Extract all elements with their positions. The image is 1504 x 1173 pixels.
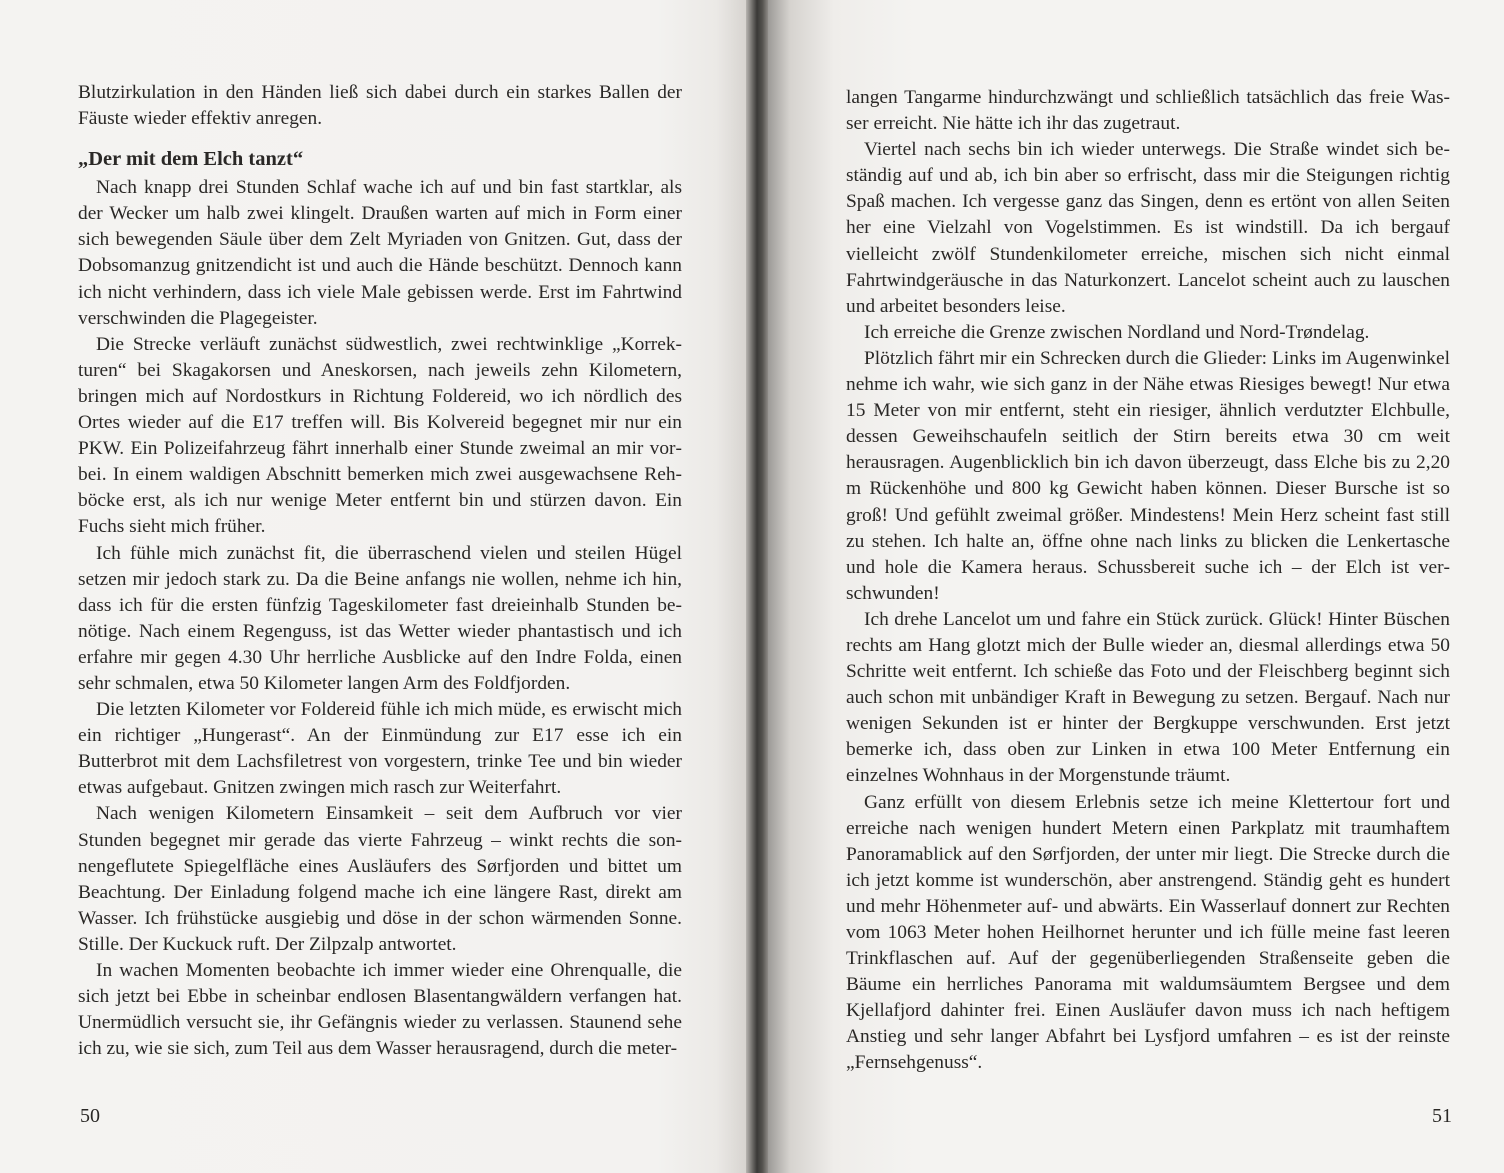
- page-number-right: 51: [1432, 1105, 1452, 1127]
- paragraph: Plötzlich fährt mir ein Schrecken durch die Glieder: Links im Augenwinkel nehme ich wahr, wie sich ganz in der Nähe etwas Riesiges bewegt! Nur etwa 15 Meter von mir entfernt, steht ein riesiger, ähnlich verdutzter Elchbulle, dessen Geweihschaufeln seitlich der Stirn bereits etwa 30 cm weit herausragen. Augenblicklich bin ich davon überzeugt, dass Elche bis zu 2,20 m Rückenhöhe und 800 kg Gewicht haben können. Dieser Bursche ist so groß! Und gefühlt zweimal größer. Mindestens! Mein Herz scheint fast still zu stehen. Ich halte an, öffne ohne nach links zu blicken die Lenkertasche und hole die Kamera heraus. Schussbereit suche ich – der Elch ist verschwunden!: [846, 347, 1450, 604]
- paragraph: langen Tangarme hindurchzwängt und schließlich tatsächlich das freie Wasser erreicht. Nie hätte ich ihr das zugetraut.: [846, 87, 1450, 135]
- paragraph: Ich drehe Lancelot um und fahre ein Stück zurück. Glück! Hinter Büschen rechts am Hang glotzt mich der Bulle wieder an, diesmal allerdings etwa 50 Schritte weit entfernt. Ich schieße das Foto und der Fleischberg beginnt sich auch schon mit unbändiger Kraft in Bewegung zu setzen. Bergauf. Nach nur wenigen Sekunden ist er hinter der Bergkuppe verschwunden. Erst jetzt bemerke ich, dass oben zur Linken in etwa 100 Meter Entfernung ein einzelnes Wohnhaus in der Morgenstunde träumt.: [846, 608, 1450, 787]
- left-page: [0, 0, 746, 1173]
- left-page-text: [78, 80, 682, 1062]
- page-number-left: 50: [80, 1105, 100, 1127]
- paragraph: Nach wenigen Kilometern Einsamkeit – seit dem Aufbruch vor vier Stunden begegnet mir gerade das vierte Fahrzeug – winkt rechts die sonnengeflutete Spiegelfläche eines Ausläufers des Sørfjorden und bittet um Beachtung. Der Einladung folgend mache ich eine längere Rast, direkt am Wasser. Ich frühstücke ausgiebig und döse in der schon wärmenden Sonne. Stille. Der Kuckuck ruft. Der Zilpzalp antwortet.: [78, 803, 682, 955]
- paragraph: In wachen Momenten beobachte ich immer wieder eine Ohrenqualle, die sich jetzt bei Ebbe in scheinbar endlosen Blasentangwäldern verfangen hat. Unermüdlich versucht sie, ihr Gefängnis wieder zu verlassen. Staunend sehe ich zu, wie sie sich, zum Teil aus dem Wasser herausragend, durch die meter-: [78, 960, 682, 1060]
- paragraph: Die letzten Kilometer vor Foldereid fühle ich mich müde, es erwischt mich ein richtiger „Hungerast“. An der Einmündung zur E17 esse ich ein Butterbrot mit dem Lachsfiletrest von vorgestern, trinke Tee und bin wieder etwas aufgebaut. Gnitzen zwingen mich rasch zur Weiterfahrt.: [78, 699, 682, 799]
- book-gutter: [746, 0, 768, 1173]
- paragraph: Nach knapp drei Stunden Schlaf wache ich auf und bin fast startklar, als der Wecker um halb zwei klingelt. Draußen warten auf mich in Form einer sich bewegenden Säule über dem Zelt Myriaden von Gnitzen. Gut, dass der Dobsomanzug gnitzendicht ist und auch die Hände beschützt. Dennoch kann ich nicht verhindern, dass ich viele Male gebissen werde. Erst im Fahrtwind verschwinden die Plagegeister.: [78, 177, 682, 329]
- section-heading: „Der mit dem Elch tanzt“: [78, 148, 304, 171]
- right-page-text: [846, 85, 1450, 1077]
- paragraph: Ganz erfüllt von diesem Erlebnis setze ich meine Klettertour fort und erreiche nach wenigen hundert Metern einen Parkplatz mit traumhaftem Panoramablick auf den Sørfjorden, der unter mir liegt. Die Strecke durch die ich jetzt komme ist wunderschön, aber anstrengend. Ständig geht es hundert und mehr Höhenmeter auf- und abwärts. Ein Wasserlauf donnert zur Rechten vom 1063 Meter hohen Heilhornet herunter und ich fülle meine fast leeren Trinkflaschen auf. Auf der gegenüberliegenden Straßenseite geben die Bäume ein herrliches Panorama mit waldumsäumtem Bergsee und dem Kjellafjord dahinter frei. Einen Ausläufer davon muss ich nach heftigem Anstieg und sehr langer Abfahrt bei Lysfjord umfahren – es ist der reinste „Fernsehgenuss“.: [846, 791, 1450, 1074]
- paragraph: Blutzirkulation in den Händen ließ sich dabei durch ein starkes Ballen der Fäuste wieder effektiv anregen.: [78, 82, 682, 130]
- paragraph: Ich erreiche die Grenze zwischen Nordland und Nord-Trøndelag.: [864, 321, 1370, 343]
- paragraph: Viertel nach sechs bin ich wieder unterwegs. Die Straße windet sich beständig auf und ab, ich bin aber so erfrischt, dass mir die Steigungen richtig Spaß machen. Ich vergesse ganz das Singen, denn es ertönt von allen Seiten her eine Vielzahl von Vogelstimmen. Es ist windstill. Da ich bergauf vielleicht zwölf Stundenkilometer erreiche, mischen sich nicht einmal Fahrtwindgeräusche in das Naturkonzert. Lancelot scheint auch zu lauschen und arbeitet besonders leise.: [846, 139, 1450, 317]
- paragraph: Die Strecke verläuft zunächst südwestlich, zwei rechtwinklige „Korrekturen“ bei Skagakorsen und Aneskorsen, nach jeweils zehn Kilometern, bringen mich auf Nordostkurs in Richtung Foldereid, wo ich nördlich des Ortes wieder auf die E17 treffen will. Bis Kolvereid begegnet mir nur ein PKW. Ein Polizeifahrzeug fährt innerhalb einer Stunde zweimal an mir vorbei. In einem waldigen Abschnitt bemerken mich zwei ausgewachsene Rehböcke erst, als ich nur wenige Meter entfernt bin und stürzen davon. Ein Fuchs sieht mich früher.: [78, 333, 682, 538]
- paragraph: Ich fühle mich zunächst fit, die überraschend vielen und steilen Hügel setzen mir jedoch stark zu. Da die Beine anfangs nie wollen, nehme ich hin, dass ich für die ersten fünfzig Tageskilometer fast dreieinhalb Stunden benötige. Nach einem Regenguss, ist das Wetter wieder phantastisch und ich erfahre mir gegen 4.30 Uhr herrliche Ausblicke auf den Indre Folda, einen sehr schmalen, etwa 50 Kilometer langen Arm des Foldfjorden.: [78, 542, 682, 694]
- right-page: [768, 0, 1504, 1173]
